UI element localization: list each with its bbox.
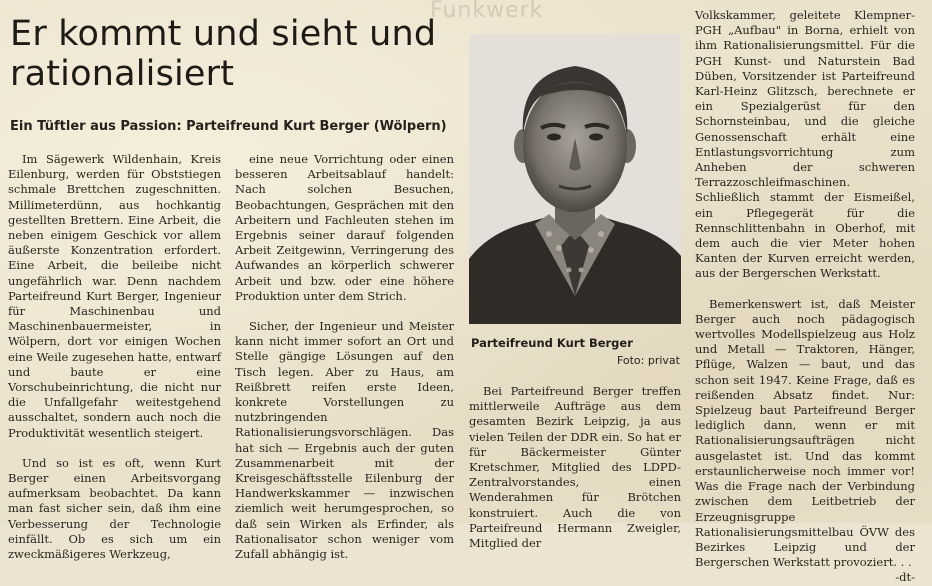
portrait-photo [469, 34, 681, 324]
portrait-illustration [469, 34, 681, 324]
article-column-3 [469, 384, 681, 551]
author-signature: -dt- [895, 570, 915, 585]
paragraph-text: Bemerkenswert ist, daß Meister Berger auch noch pädagogisch wertvolles Modellspielzeug aus Holz und Metall — Traktoren, Hänger, Pflüge, Walzen — baut, und das schon seit 1947. Keine Frage, daß es reißenden Absatz findet. Nur: Spielzeug baut Parteifreund Berger lediglich dann, wenn er mit Rationalisierungsaufträgen nicht ausgelastet ist. Und das kommt erstaunlicherweise noch immer vor! Was die Frage nach der Verbindung zwischen dem Leitbetrieb der Erzeugnisgruppe Rationalisierungsmittelbau ÖVW des Bezirkes Leipzig und der Bergerschen Werkstatt provoziert. . . [695, 296, 915, 570]
article-column-4 [695, 8, 915, 586]
subheadline: Ein Tüftler aus Passion: Parteifreund Kurt Berger (Wölpern) [10, 119, 447, 134]
bleed-through-text: Funkwerk [430, 0, 544, 23]
paragraph: Bei Parteifreund Berger treffen mittlerweile Aufträge aus dem gesamten Bezirk Leipzig, ja aus vielen Teilen der DDR ein. So hat er für Bäckermeister Günter Kretschmer, Mitglied des LDPD-Zentralvorstandes, einen Wenderahmen für Brötchen konstruiert. Auch die von Parteifreund Hermann Zweigler, Mitglied der [469, 384, 681, 551]
article-column-2 [235, 152, 454, 562]
photo-caption: Parteifreund Kurt Berger [471, 336, 633, 350]
paragraph: Und so ist es oft, wenn Kurt Berger einen Arbeitsvorgang aufmerksam beobachtet. Da kann man fast sicher sein, daß ihm eine Verbesserung der Technologie einfällt. Ob es sich um ein zweckmäßigeres Werkzeug, [8, 455, 221, 562]
headline: Er kommt und sieht und rationalisiert [10, 14, 437, 94]
paragraph: Im Sägewerk Wildenhain, Kreis Eilenburg, werden für Obststiegen schmale Brettchen zugeschnitten. Millimeterdünn, aus hochkantig gestellten Brettern. Eine Arbeit, die neben einigem Geschick vor allem äußerste Konzentration erfordert. Eine Arbeit, die beileibe nicht ungefährlich war. Denn nachdem Parteifreund Kurt Berger, Ingenieur für Maschinenbau und Maschinenbauermeister, in Wölpern, dort vor einigen Wochen eine Weile zugesehen hatte, entwarf und baute er eine Vorschubeinrichtung, die nicht nur die Unfallgefahr weitestgehend ausschaltet, sondern auch noch die Produktivität wesentlich steigert. [8, 152, 221, 440]
article-column-1 [8, 152, 221, 562]
photo-credit: Foto: privat [616, 354, 680, 367]
paragraph [695, 296, 915, 585]
paragraph: eine neue Vorrichtung oder einen besseren Arbeitsablauf handelt: Nach solchen Besuchen, Beobachtungen, Gesprächen mit den Arbeitern und Fachleuten stehen im Ergebnis seiner darauf folgenden Arbeit Zeitgewinn, Verringerung des Aufwandes an körperlich schwerer Arbeit und bzw. oder eine höhere Produktion unter dem Strich. [235, 152, 454, 303]
paragraph: Volkskammer, geleitete Klempner-PGH „Aufbau" in Borna, erhielt von ihm Rationalisierungsmittel. Für die PGH Kunst- und Naturstein Bad Düben, Vorsitzender ist Parteifreund Karl-Heinz Glitzsch, berechnete er ein Spezialgerüst für den Schornsteinbau, und die gleiche Genossenschaft erhält eine Entlastungsvorrichtung zum Anheben der schweren Terrazzoschleifmaschinen. Schließlich stammt der Eismeißel, ein Pflegegerät für die Rennschlittenbahn in Oberhof, mit dem auch die vier Meter hohen Kanten der Kurven erreicht werden, aus der Bergerschen Werkstatt. [695, 8, 915, 281]
paragraph: Sicher, der Ingenieur und Meister kann nicht immer sofort an Ort und Stelle gängige Lösungen auf den Tisch legen. Aber zu Haus, am Reißbrett reifen erste Ideen, konkrete Vorstellungen zu nutzbringenden Rationalisierungsvorschlägen. Das hat sich — Ergebnis auch der guten Zusammenarbeit mit der Kreisgeschäftsstelle Eilenburg der Handwerkskammer — inzwischen ziemlich weit herumgesprochen, so daß sein Wirken als Erfinder, als Rationalisator schon weniger vom Zufall abhängig ist. [235, 319, 454, 562]
